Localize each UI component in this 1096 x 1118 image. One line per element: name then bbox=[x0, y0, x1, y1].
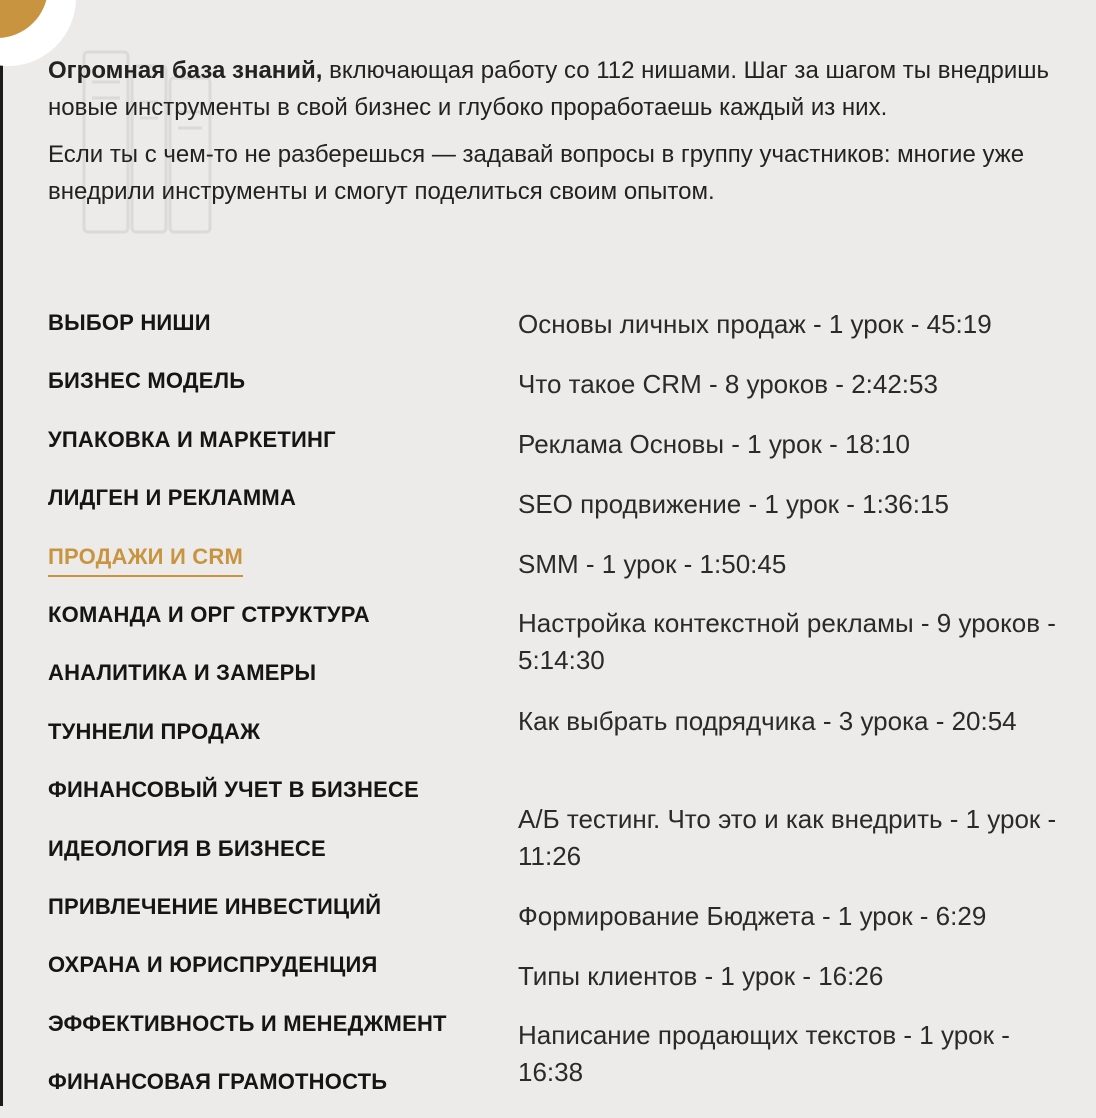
category-item[interactable] bbox=[48, 301, 498, 359]
category-item[interactable] bbox=[48, 710, 498, 768]
lesson-item[interactable]: SMM - 1 урок - 1:50:45 bbox=[518, 549, 787, 579]
lesson-item[interactable]: Настройка контекстной рекламы - 9 уроков - 5:14:30 bbox=[518, 608, 1056, 675]
category-label[interactable]: ФИНАНСОВАЯ ГРАМОТНОСТЬ bbox=[48, 1069, 388, 1095]
category-label[interactable]: КОМАНДА И ОРГ СТРУКТУРА bbox=[48, 601, 370, 627]
lesson-item[interactable]: Типы клиентов - 1 урок - 16:26 bbox=[518, 961, 884, 991]
category-item[interactable] bbox=[48, 1002, 498, 1060]
lesson-item[interactable]: Основы личных продаж - 1 урок - 45:19 bbox=[518, 309, 992, 339]
category-label[interactable]: ЭФФЕКТИВНОСТЬ И МЕНЕДЖМЕНТ bbox=[48, 1010, 447, 1036]
corner-decoration-accent bbox=[0, 0, 48, 38]
category-label[interactable]: ТУННЕЛИ ПРОДАЖ bbox=[48, 718, 261, 744]
category-item[interactable] bbox=[48, 476, 498, 534]
lesson-item[interactable]: Реклама Основы - 1 урок - 18:10 bbox=[518, 429, 911, 459]
category-label[interactable]: ФИНАНСОВЫЙ УЧЕТ В БИЗНЕСЕ bbox=[48, 777, 419, 803]
lesson-item[interactable]: SEO продвижение - 1 урок - 1:36:15 bbox=[518, 489, 949, 519]
intro-paragraph-1-text: включающая работу со 112 нишами. Шаг за шагом ты внедришь новые инструменты в свой бизнес и глубоко проработаешь каждый из них. bbox=[48, 57, 1050, 121]
intro-paragraph-2: Если ты с чем-то не разберешься — задавай вопросы в группу участников: многие уже внедрили инструменты и смогут поделиться своим опытом. bbox=[48, 141, 1025, 205]
category-item[interactable] bbox=[48, 418, 498, 476]
category-label[interactable]: УПАКОВКА И МАРКЕТИНГ bbox=[48, 426, 336, 452]
category-nav bbox=[48, 301, 498, 1118]
lesson-item[interactable]: Что такое CRM - 8 уроков - 2:42:53 bbox=[518, 369, 938, 399]
category-item[interactable] bbox=[48, 943, 498, 1001]
left-border-line bbox=[0, 0, 3, 1106]
category-label[interactable]: ИДЕОЛОГИЯ В БИЗНЕСЕ bbox=[48, 835, 326, 861]
category-item[interactable] bbox=[48, 1060, 498, 1118]
category-item-active[interactable] bbox=[48, 535, 498, 593]
category-label[interactable]: БИЗНЕС МОДЕЛЬ bbox=[48, 368, 246, 394]
category-label-active[interactable]: ПРОДАЖИ И CRM bbox=[48, 539, 243, 577]
category-label[interactable]: АНАЛИТИКА И ЗАМЕРЫ bbox=[48, 660, 317, 686]
intro-text bbox=[48, 52, 1058, 220]
lesson-item[interactable]: Формирование Бюджета - 1 урок - 6:29 bbox=[518, 901, 987, 931]
category-label[interactable]: ОХРАНА И ЮРИСПРУДЕНЦИЯ bbox=[48, 952, 378, 978]
category-item[interactable] bbox=[48, 651, 498, 709]
category-item[interactable] bbox=[48, 827, 498, 885]
lesson-item[interactable]: Как выбрать подрядчика - 3 урока - 20:54 bbox=[518, 706, 1017, 736]
intro-paragraph-1 bbox=[48, 52, 1058, 126]
lesson-item[interactable]: А/Б тестинг. Что это и как внедрить - 1 урок - 11:26 bbox=[518, 804, 1057, 871]
category-label[interactable]: ЛИДГЕН И РЕКЛАММА bbox=[48, 485, 297, 511]
lesson-item[interactable]: Написание продающих текстов - 1 урок - 16:38 bbox=[518, 1020, 1010, 1087]
category-label[interactable]: ВЫБОР НИШИ bbox=[48, 310, 211, 335]
intro-bold-lead: Огромная база знаний, bbox=[48, 57, 323, 84]
category-item[interactable] bbox=[48, 359, 498, 417]
category-label[interactable]: ПРИВЛЕЧЕНИЕ ИНВЕСТИЦИЙ bbox=[48, 893, 382, 919]
category-item[interactable] bbox=[48, 885, 498, 943]
category-item[interactable] bbox=[48, 768, 498, 826]
category-item[interactable] bbox=[48, 593, 498, 651]
